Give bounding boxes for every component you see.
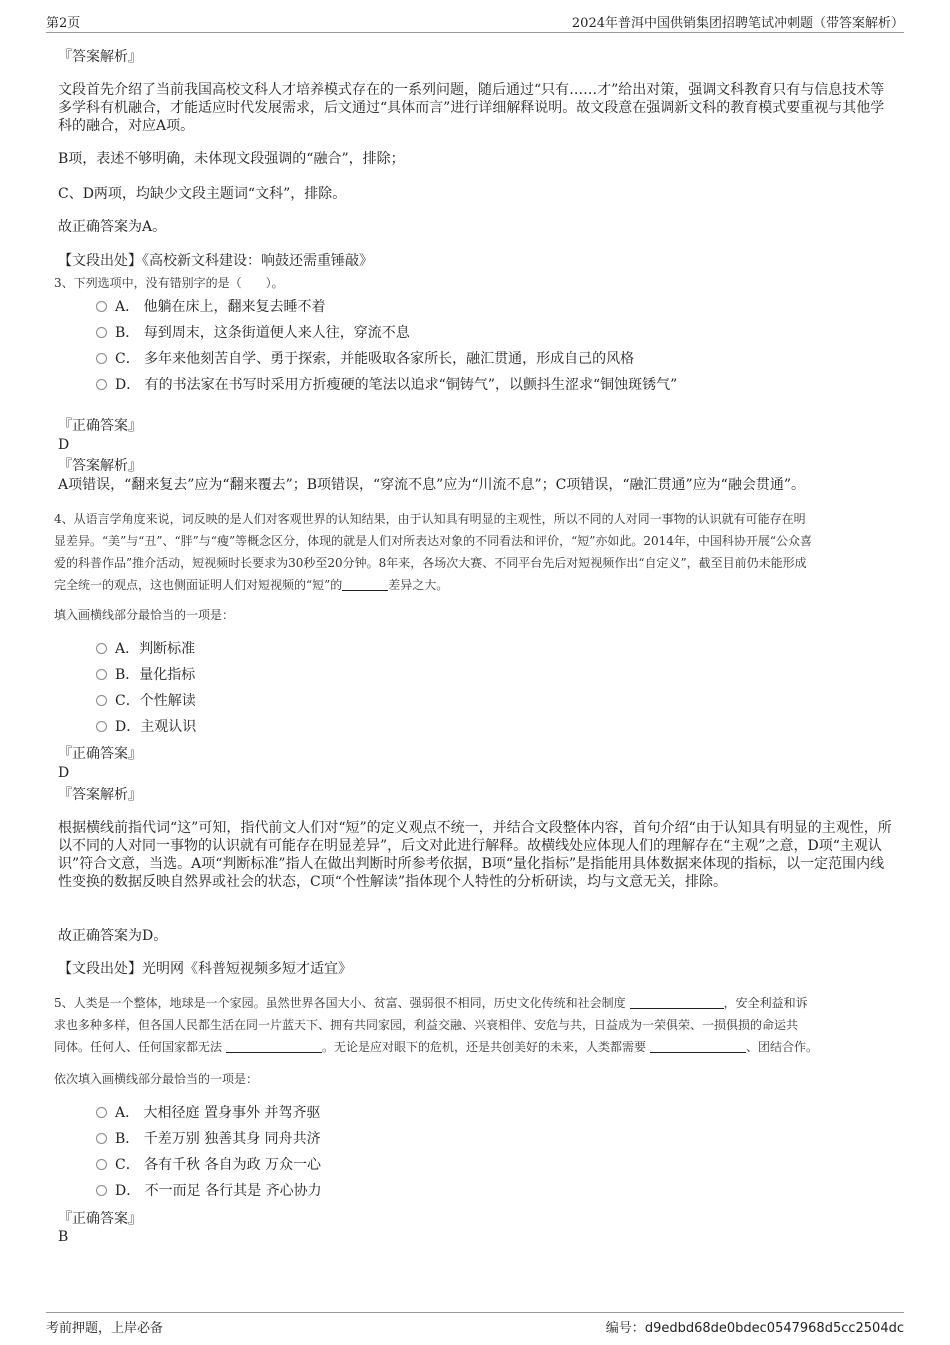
option-d[interactable]: D． 不一而足 各行其是 齐心协力 [96,1182,322,1200]
correct-answer-label: 『正确答案』 [58,418,142,434]
analysis-paragraph: C、D两项，均缺少文段主题词“文科”，排除。 [58,186,347,202]
radio-icon[interactable] [96,695,107,706]
document-code: 编号：d9edbd68de0bdec0547968d5cc2504dc [605,1321,904,1336]
fill-blank [630,996,724,1009]
footer-slogan: 考前押题，上岸必备 [46,1321,164,1336]
analysis-paragraph: B项，表述不够明确，未体现文段强调的“融合”，排除； [58,151,405,167]
option-c[interactable]: C．个性解读 [96,692,196,710]
correct-answer-label: 『正确答案』 [58,1211,142,1227]
page-number: 第2页 [46,16,81,31]
question-prompt: 填入画横线部分最恰当的一项是： [54,608,235,622]
radio-icon[interactable] [96,721,107,732]
radio-icon[interactable] [96,1133,107,1144]
question-stem: 4、从语言学角度来说，词反映的是人们对客观世界的认知结果，由于认知具有明显的主观性，所以不同的人对同一事物的认识就有可能存在明 [54,512,806,526]
radio-icon[interactable] [96,1107,107,1118]
source-citation: 【文段出处】光明网《科普短视频多短才适宜》 [58,961,352,977]
question-prompt: 依次填入画横线部分最恰当的一项是： [54,1072,259,1086]
question-stem: 完全统一的观点，这也侧面证明人们对短视频的“短”的 差异之大。 [54,578,449,592]
page-footer [46,1312,904,1337]
radio-icon[interactable] [96,327,107,338]
option-b[interactable]: B．量化指标 [96,666,195,684]
option-a[interactable]: A． 大相径庭 置身事外 并驾齐驱 [96,1104,320,1122]
source-citation: 【文段出处】《高校新文科建设：响鼓还需重锤敲》 [58,253,373,269]
analysis-conclusion: 故正确答案为D。 [58,928,168,944]
analysis-paragraph: 文段首先介绍了当前我国高校文科人才培养模式存在的一系列问题，随后通过“只有……才”给出对策，强调文科教育只有与信息技术等多学科有机融合，才能适应时代发展需求，后文通过“具体而言”进行详细解释说明。故文段意在强调新文科的教育模式要重视与其他学科的融合，对应A项。 [58,82,885,134]
radio-icon[interactable] [96,669,107,680]
option-c[interactable]: C． 多年来他刻苦自学、勇于探索，并能吸取各家所长，融汇贯通，形成自己的风格 [96,350,634,368]
option-d[interactable]: D． 有的书法家在书写时采用方折瘦硬的笔法以追求“铜铸气”，以颤抖生涩求“铜蚀斑锈气” [96,376,677,394]
question-stem: 同体。任何人、任何国家都无法 。无论是应对眼下的危机，还是共创美好的未来，人类都需要 、团结合作。 [54,1040,819,1054]
option-b[interactable]: B． 千差万别 独善其身 同舟共济 [96,1130,321,1148]
analysis-label: 『答案解析』 [58,49,142,65]
radio-icon[interactable] [96,1185,107,1196]
option-b[interactable]: B． 每到周末，这条街道便人来人往，穿流不息 [96,324,410,342]
radio-icon[interactable] [96,643,107,654]
radio-icon[interactable] [96,1159,107,1170]
analysis-paragraph: 根据横线前指代词“这”可知，指代前文人们对“短”的定义观点不统一，并结合文段整体内容，首句介绍“由于认知具有明显的主观性，所以不同的人对同一事物的认识就有可能存在明显差异”，后文对此进行解释。故横线处应体现人们的理解存在“主观”之意，D项“主观认识”符合文意，当选。A项“判断标准”指人在做出判断时所参考依据，B项“量化指标”是指能用具体数据来体现的指标，以一定范围内线性变换的数据反映自然界或社会的状态，C项“个性解读”指体现个人特性的分析研读，均与文意无关，排除。 [58,820,892,890]
option-d[interactable]: D．主观认识 [96,718,196,736]
radio-icon[interactable] [96,379,107,390]
correct-answer: B [58,1229,69,1245]
correct-answer-label: 『正确答案』 [58,746,142,762]
analysis-paragraph: A项错误，“翻来复去”应为“翻来覆去”；B项错误，“穿流不息”应为“川流不息”；C项错误，“融汇贯通”应为“融会贯通”。 [58,477,805,493]
fill-blank [650,1040,746,1053]
correct-answer: D [58,437,70,453]
question-stem: 爱的科普作品”推介活动，短视频时长要求为30秒至20分钟。8年来，各场次大赛、不同平台先后对短视频作出“自定义”，截至目前仍未能形成 [54,556,807,570]
question-stem: 3、下列选项中，没有错别字的是（ ）。 [54,276,284,290]
analysis-label: 『答案解析』 [58,458,142,474]
option-c[interactable]: C． 各有千秋 各自为政 万众一心 [96,1156,321,1174]
radio-icon[interactable] [96,301,107,312]
question-stem: 5、人类是一个整体，地球是一个家园。虽然世界各国大小、贫富、强弱很不相同，历史文化传统和社会制度 ，安全利益和诉 [54,996,808,1010]
option-a[interactable]: A．判断标准 [96,640,195,658]
analysis-label: 『答案解析』 [58,787,142,803]
option-a[interactable]: A． 他躺在床上，翻来复去睡不着 [96,298,326,316]
page-header [46,12,904,33]
question-stem: 显差异。“美”与“丑”、“胖”与“瘦”等概念区分，体现的就是人们对所表达对象的不同看法和评价，“短”亦如此。2014年，中国科协开展“公众喜 [54,534,813,548]
document-title: 2024年普洱中国供销集团招聘笔试冲刺题（带答案解析） [571,16,904,31]
fill-blank [226,1040,322,1053]
question-stem: 求也多种多样，但各国人民都生活在同一片蓝天下、拥有共同家园，利益交融、兴衰相伴、安危与共，日益成为一荣俱荣、一损俱损的命运共 [54,1018,799,1032]
analysis-conclusion: 故正确答案为A。 [58,219,167,235]
correct-answer: D [58,765,70,781]
radio-icon[interactable] [96,353,107,364]
fill-blank [342,578,388,591]
